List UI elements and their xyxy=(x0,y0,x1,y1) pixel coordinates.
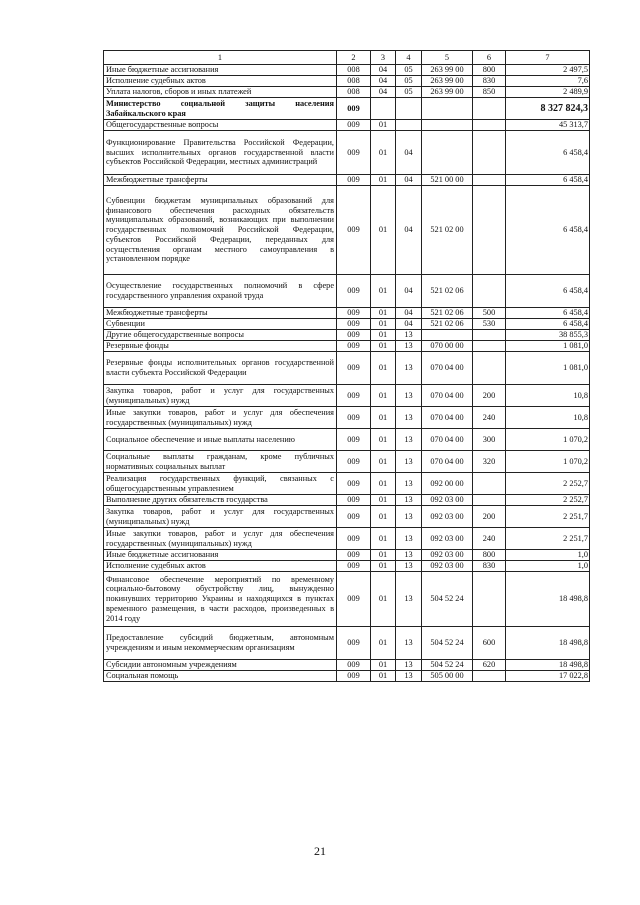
col-header: 3 xyxy=(371,51,396,65)
subsection-code xyxy=(396,98,422,120)
col-header: 2 xyxy=(337,51,371,65)
ved-code: 009 xyxy=(337,120,371,131)
target-item-code: 070 04 00 xyxy=(422,451,473,473)
row-name: Иные закупки товаров, работ и услуг для обеспечения государственных (муниципальных) нужд xyxy=(104,407,337,429)
section-code: 04 xyxy=(371,76,396,87)
section-code: 04 xyxy=(371,65,396,76)
target-item-code: 092 03 00 xyxy=(422,561,473,572)
table-row xyxy=(104,341,590,352)
target-item-code: 521 02 06 xyxy=(422,275,473,308)
target-item-code xyxy=(422,131,473,175)
target-item-code: 070 00 00 xyxy=(422,341,473,352)
row-name: Межбюджетные трансферты xyxy=(104,175,337,186)
table-row xyxy=(104,473,590,495)
row-name: Иные бюджетные ассигнования xyxy=(104,65,337,76)
target-item-code xyxy=(422,98,473,120)
row-name: Субвенции бюджетам муниципальных образований для финансового обеспечения расходных обязательств муниципальных образований, возникающих при выполнении государственных полномочий Российской Федерации, субъектов Российской Федерации, переданных для осуществления органам местного самоуправления в установленном порядке xyxy=(104,186,337,275)
subsection-code: 05 xyxy=(396,65,422,76)
target-item-code: 504 52 24 xyxy=(422,572,473,627)
section-code: 01 xyxy=(371,407,396,429)
row-name: Уплата налогов, сборов и иных платежей xyxy=(104,87,337,98)
expense-type-code xyxy=(473,572,506,627)
table-row xyxy=(104,561,590,572)
expense-type-code xyxy=(473,175,506,186)
section-code: 01 xyxy=(371,186,396,275)
amount: 10,8 xyxy=(506,385,590,407)
subsection-code: 13 xyxy=(396,352,422,385)
row-name: Общегосударственные вопросы xyxy=(104,120,337,131)
amount: 18 498,8 xyxy=(506,660,590,671)
expense-type-code: 620 xyxy=(473,660,506,671)
subsection-code: 04 xyxy=(396,175,422,186)
ved-code: 009 xyxy=(337,429,371,451)
target-item-code: 070 04 00 xyxy=(422,429,473,451)
section-code: 01 xyxy=(371,385,396,407)
section-code: 01 xyxy=(371,572,396,627)
table-row xyxy=(104,627,590,660)
target-item-code: 504 52 24 xyxy=(422,660,473,671)
row-name: Межбюджетные трансферты xyxy=(104,308,337,319)
budget-table xyxy=(103,50,590,682)
section-code: 01 xyxy=(371,451,396,473)
amount: 6 458,4 xyxy=(506,308,590,319)
ved-code: 009 xyxy=(337,495,371,506)
expense-type-code: 240 xyxy=(473,407,506,429)
table-row xyxy=(104,275,590,308)
target-item-code: 505 00 00 xyxy=(422,671,473,682)
amount: 10,8 xyxy=(506,407,590,429)
col-header: 6 xyxy=(473,51,506,65)
row-name: Функционирование Правительства Российской Федерации, высших исполнительных органов государственной власти субъектов Российской Федерации, местных администраций xyxy=(104,131,337,175)
row-name: Иные закупки товаров, работ и услуг для обеспечения государственных (муниципальных) нужд xyxy=(104,528,337,550)
amount: 18 498,8 xyxy=(506,627,590,660)
row-name: Осуществление государственных полномочий в сфере государственного управления охраной труда xyxy=(104,275,337,308)
ved-code: 009 xyxy=(337,385,371,407)
expense-type-code xyxy=(473,352,506,385)
page-number: 21 xyxy=(314,844,326,858)
amount: 17 022,8 xyxy=(506,671,590,682)
amount: 2 252,7 xyxy=(506,473,590,495)
expense-type-code: 600 xyxy=(473,627,506,660)
ved-code: 008 xyxy=(337,76,371,87)
ved-code: 009 xyxy=(337,308,371,319)
section-code: 01 xyxy=(371,341,396,352)
row-name: Финансовое обеспечение мероприятий по временному социально-бытовому обустройству лиц, вынужденно покинувших территорию Украины и находящихся в пунктах временного размещения, в части расходов, произведенных в 2014 году xyxy=(104,572,337,627)
ved-code: 008 xyxy=(337,87,371,98)
ved-code: 009 xyxy=(337,550,371,561)
amount: 2 251,7 xyxy=(506,506,590,528)
expense-type-code: 850 xyxy=(473,87,506,98)
table-row xyxy=(104,429,590,451)
subsection-code: 04 xyxy=(396,319,422,330)
subsection-code: 04 xyxy=(396,131,422,175)
table-row xyxy=(104,550,590,561)
subsection-code: 13 xyxy=(396,528,422,550)
target-item-code: 092 00 00 xyxy=(422,473,473,495)
col-header: 1 xyxy=(104,51,337,65)
ved-code: 009 xyxy=(337,330,371,341)
ved-code: 009 xyxy=(337,473,371,495)
table-row xyxy=(104,65,590,76)
amount: 2 251,7 xyxy=(506,528,590,550)
section-code: 01 xyxy=(371,660,396,671)
table-row xyxy=(104,330,590,341)
target-item-code: 504 52 24 xyxy=(422,627,473,660)
target-item-code: 263 99 00 xyxy=(422,65,473,76)
subsection-code: 04 xyxy=(396,186,422,275)
subsection-code: 13 xyxy=(396,330,422,341)
amount: 38 855,3 xyxy=(506,330,590,341)
target-item-code: 070 04 00 xyxy=(422,385,473,407)
section-code: 01 xyxy=(371,352,396,385)
row-name: Резервные фонды xyxy=(104,341,337,352)
subsection-code: 13 xyxy=(396,561,422,572)
table-row xyxy=(104,76,590,87)
section-code: 01 xyxy=(371,330,396,341)
subsection-code: 13 xyxy=(396,572,422,627)
row-name: Резервные фонды исполнительных органов государственной власти субъекта Российской Федерации xyxy=(104,352,337,385)
ved-code: 009 xyxy=(337,561,371,572)
target-item-code: 070 04 00 xyxy=(422,407,473,429)
subsection-code: 13 xyxy=(396,341,422,352)
ved-code: 009 xyxy=(337,407,371,429)
ved-code: 008 xyxy=(337,65,371,76)
section-code: 01 xyxy=(371,671,396,682)
section-code: 01 xyxy=(371,528,396,550)
row-name: Реализация государственных функций, связанных с общегосударственным управлением xyxy=(104,473,337,495)
target-item-code: 092 03 00 xyxy=(422,495,473,506)
expense-type-code xyxy=(473,671,506,682)
row-name: Предоставление субсидий бюджетным, автономным учреждениям и иным некоммерческим организациям xyxy=(104,627,337,660)
target-item-code xyxy=(422,120,473,131)
expense-type-code: 500 xyxy=(473,308,506,319)
expense-type-code: 240 xyxy=(473,528,506,550)
subsection-code: 13 xyxy=(396,550,422,561)
subsection-code: 04 xyxy=(396,275,422,308)
amount: 6 458,4 xyxy=(506,175,590,186)
expense-type-code: 200 xyxy=(473,506,506,528)
target-item-code: 263 99 00 xyxy=(422,76,473,87)
target-item-code: 092 03 00 xyxy=(422,528,473,550)
expense-type-code: 300 xyxy=(473,429,506,451)
section-code: 01 xyxy=(371,627,396,660)
row-name: Социальные выплаты гражданам, кроме публичных нормативных социальных выплат xyxy=(104,451,337,473)
target-item-code: 092 03 00 xyxy=(422,506,473,528)
section-code: 01 xyxy=(371,429,396,451)
expense-type-code: 800 xyxy=(473,550,506,561)
expense-type-code xyxy=(473,120,506,131)
subsection-code: 13 xyxy=(396,506,422,528)
section-code: 01 xyxy=(371,473,396,495)
ved-code: 009 xyxy=(337,341,371,352)
table-row xyxy=(104,87,590,98)
expense-type-code xyxy=(473,495,506,506)
row-name: Исполнение судебных актов xyxy=(104,561,337,572)
table-row xyxy=(104,319,590,330)
row-name: Иные бюджетные ассигнования xyxy=(104,550,337,561)
table-header-row xyxy=(104,51,590,65)
row-name: Другие общегосударственные вопросы xyxy=(104,330,337,341)
ved-code: 009 xyxy=(337,451,371,473)
expense-type-code: 530 xyxy=(473,319,506,330)
row-name: Министерство социальной защиты населения Забайкальского края xyxy=(104,98,337,120)
amount: 1 081,0 xyxy=(506,341,590,352)
amount: 6 458,4 xyxy=(506,319,590,330)
table-row xyxy=(104,131,590,175)
subsection-code: 13 xyxy=(396,407,422,429)
ved-code: 009 xyxy=(337,660,371,671)
ved-code: 009 xyxy=(337,572,371,627)
table-row xyxy=(104,495,590,506)
expense-type-code xyxy=(473,341,506,352)
expense-type-code: 320 xyxy=(473,451,506,473)
target-item-code: 521 02 00 xyxy=(422,186,473,275)
amount: 7,6 xyxy=(506,76,590,87)
table-row xyxy=(104,352,590,385)
table-body xyxy=(104,51,590,682)
target-item-code: 092 03 00 xyxy=(422,550,473,561)
expense-type-code xyxy=(473,473,506,495)
table-row xyxy=(104,451,590,473)
section-code: 01 xyxy=(371,550,396,561)
target-item-code: 521 00 00 xyxy=(422,175,473,186)
subsection-code: 13 xyxy=(396,627,422,660)
section-code: 01 xyxy=(371,275,396,308)
ved-code: 009 xyxy=(337,671,371,682)
amount: 2 252,7 xyxy=(506,495,590,506)
amount: 2 489,9 xyxy=(506,87,590,98)
subsection-code: 13 xyxy=(396,495,422,506)
ved-code: 009 xyxy=(337,275,371,308)
section-code xyxy=(371,98,396,120)
ved-code: 009 xyxy=(337,319,371,330)
subsection-code: 13 xyxy=(396,429,422,451)
ved-code: 009 xyxy=(337,175,371,186)
expense-type-code: 200 xyxy=(473,385,506,407)
amount: 1 070,2 xyxy=(506,429,590,451)
col-header: 7 xyxy=(506,51,590,65)
section-code: 01 xyxy=(371,175,396,186)
ved-code: 009 xyxy=(337,627,371,660)
section-code: 01 xyxy=(371,131,396,175)
subsection-code: 13 xyxy=(396,473,422,495)
row-name: Исполнение судебных актов xyxy=(104,76,337,87)
expense-type-code: 800 xyxy=(473,65,506,76)
table-row xyxy=(104,660,590,671)
ved-code: 009 xyxy=(337,528,371,550)
amount: 1,0 xyxy=(506,550,590,561)
table-row xyxy=(104,385,590,407)
subsection-code xyxy=(396,120,422,131)
section-code: 01 xyxy=(371,561,396,572)
amount: 18 498,8 xyxy=(506,572,590,627)
amount: 6 458,4 xyxy=(506,186,590,275)
amount: 6 458,4 xyxy=(506,275,590,308)
target-item-code: 521 02 06 xyxy=(422,319,473,330)
table-row xyxy=(104,528,590,550)
expense-type-code xyxy=(473,131,506,175)
section-code: 01 xyxy=(371,495,396,506)
col-header: 5 xyxy=(422,51,473,65)
section-code: 01 xyxy=(371,319,396,330)
expense-type-code xyxy=(473,275,506,308)
row-name: Субвенции xyxy=(104,319,337,330)
expense-type-code xyxy=(473,186,506,275)
table-row xyxy=(104,407,590,429)
row-name: Закупка товаров, работ и услуг для государственных (муниципальных) нужд xyxy=(104,506,337,528)
section-code: 01 xyxy=(371,120,396,131)
subsection-code: 13 xyxy=(396,660,422,671)
subsection-code: 13 xyxy=(396,385,422,407)
ved-code: 009 xyxy=(337,131,371,175)
expense-type-code xyxy=(473,330,506,341)
amount: 2 497,5 xyxy=(506,65,590,76)
subsection-code: 05 xyxy=(396,76,422,87)
target-item-code: 263 99 00 xyxy=(422,87,473,98)
expense-type-code: 830 xyxy=(473,76,506,87)
ved-code: 009 xyxy=(337,352,371,385)
amount: 45 313,7 xyxy=(506,120,590,131)
target-item-code: 521 02 06 xyxy=(422,308,473,319)
expense-type-code: 830 xyxy=(473,561,506,572)
table-row xyxy=(104,98,590,120)
subsection-code: 13 xyxy=(396,671,422,682)
ved-code: 009 xyxy=(337,98,371,120)
row-name: Социальная помощь xyxy=(104,671,337,682)
table-row xyxy=(104,572,590,627)
amount: 6 458,4 xyxy=(506,131,590,175)
section-code: 04 xyxy=(371,87,396,98)
target-item-code xyxy=(422,330,473,341)
row-name: Выполнение других обязательств государства xyxy=(104,495,337,506)
amount: 1,0 xyxy=(506,561,590,572)
amount: 8 327 824,3 xyxy=(506,98,590,120)
row-name: Закупка товаров, работ и услуг для государственных (муниципальных) нужд xyxy=(104,385,337,407)
ved-code: 009 xyxy=(337,186,371,275)
table-row xyxy=(104,120,590,131)
subsection-code: 13 xyxy=(396,451,422,473)
target-item-code: 070 04 00 xyxy=(422,352,473,385)
subsection-code: 04 xyxy=(396,308,422,319)
expense-type-code xyxy=(473,98,506,120)
ved-code: 009 xyxy=(337,506,371,528)
section-code: 01 xyxy=(371,308,396,319)
amount: 1 081,0 xyxy=(506,352,590,385)
col-header: 4 xyxy=(396,51,422,65)
table-row xyxy=(104,186,590,275)
row-name: Социальное обеспечение и иные выплаты населению xyxy=(104,429,337,451)
table-row xyxy=(104,175,590,186)
row-name: Субсидии автономным учреждениям xyxy=(104,660,337,671)
table-row xyxy=(104,671,590,682)
table-row xyxy=(104,308,590,319)
table-row xyxy=(104,506,590,528)
section-code: 01 xyxy=(371,506,396,528)
amount: 1 070,2 xyxy=(506,451,590,473)
subsection-code: 05 xyxy=(396,87,422,98)
